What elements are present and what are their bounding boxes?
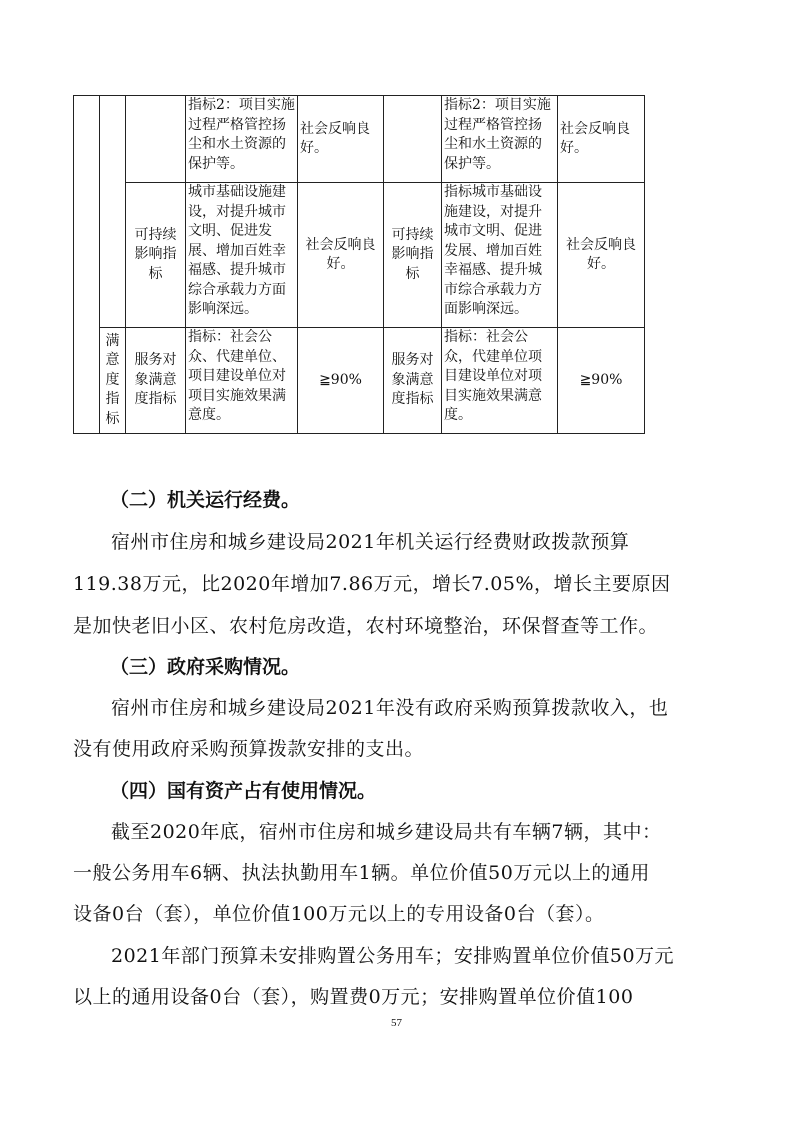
sub-indicator-right: 服务对象满意度指标 [384,328,442,434]
value-right: 社会反响良好。 [558,96,645,183]
sub-indicator-left-blank [126,96,186,183]
sub-indicator-left: 服务对象满意度指标 [126,328,186,434]
value-left: 社会反响良好。 [298,96,384,183]
paragraph-line: 119.38万元，比2020年增加7.86万元，增长7.05%，增长主要原因 [73,573,671,595]
value-right: 社会反响良好。 [558,183,645,328]
table-row [74,328,645,434]
page-number: 57 [391,1017,402,1029]
section-heading-operating-funds: （二）机关运行经费。 [110,489,301,511]
indicator-right: 指标城市基础设施建设，对提升城市文明、促进发展、增加百姓幸福感、提升城市综合承载力方面影响深远。 [442,183,558,328]
indicator-left: 城市基础设施建设，对提升城市文明、促进发展、增加百姓幸福感、提升城市综合承载力方面影响深远。 [186,183,298,328]
indicator-left: 指标2：项目实施过程严格管控扬尘和水土资源的保护等。 [186,96,298,183]
sub-indicator-right: 可持续影响指标 [384,183,442,328]
value-left: ≧90% [298,328,384,434]
paragraph-line: 2021年部门预算未安排购置公务用车；安排购置单位价值50万元 [111,945,675,967]
paragraph-line: 一般公务用车6辆、执法执勤用车1辆。单位价值50万元以上的通用 [73,862,650,884]
sub-indicator-left: 可持续影响指标 [126,183,186,328]
sub-indicator-right-blank [384,96,442,183]
table-row [74,183,645,328]
category-cell-blank [74,96,100,434]
paragraph-line: 设备0台（套），单位价值100万元以上的专用设备0台（套）。 [73,903,605,925]
section-heading-assets: （四）国有资产占有使用情况。 [110,780,377,802]
paragraph-line: 以上的通用设备0台（套），购置费0万元；安排购置单位价值100 [73,986,634,1008]
paragraph-line: 是加快老旧小区、农村危房改造，农村环境整治，环保督查等工作。 [73,615,659,637]
performance-indicator-table [73,95,645,434]
value-right: ≧90% [558,328,645,434]
category-satisfaction: 满意度指标 [100,328,126,434]
table-row [74,96,645,183]
value-left: 社会反响良好。 [298,183,384,328]
paragraph-line: 没有使用政府采购预算拨款安排的支出。 [73,738,425,760]
indicator-right: 指标2：项目实施过程严格管控扬尘和水土资源的保护等。 [442,96,558,183]
section-heading-procurement: （三）政府采购情况。 [110,656,301,678]
indicator-right: 指标：社会公众，代建单位项目建设单位对项目实施效果满意度。 [442,328,558,434]
paragraph-line: 宿州市住房和城乡建设局2021年机关运行经费财政拨款预算 [111,531,630,553]
subcategory-cell-blank [100,96,126,328]
paragraph-line: 宿州市住房和城乡建设局2021年没有政府采购预算拨款收入，也 [111,697,669,719]
paragraph-line: 截至2020年底，宿州市住房和城乡建设局共有车辆7辆，其中： [111,821,662,843]
indicator-left: 指标：社会公众、代建单位、项目建设单位对项目实施效果满意度。 [186,328,298,434]
